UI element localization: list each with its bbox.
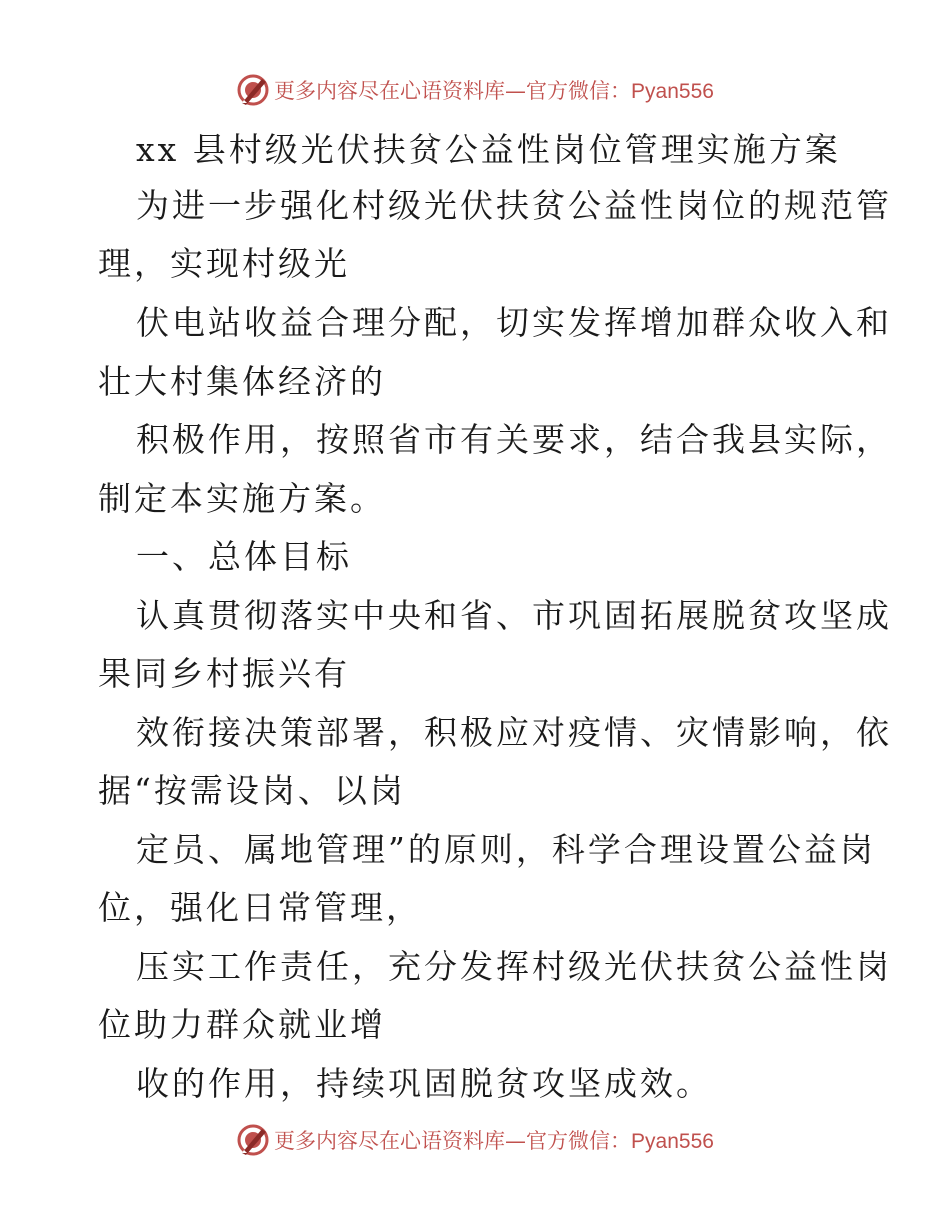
section-heading: 一、总体目标 <box>136 537 352 576</box>
paragraph-line: 理，实现村级光 <box>98 244 350 283</box>
footer-banner <box>0 1120 950 1160</box>
pen-logo-icon <box>236 1123 270 1157</box>
paragraph-line: 位助力群众就业增 <box>98 1005 386 1044</box>
banner-text <box>274 1125 714 1155</box>
banner-text <box>274 75 714 105</box>
paragraph-line: 压实工作责任，充分发挥村级光伏扶贫公益性岗 <box>136 947 892 986</box>
paragraph-line: 位，强化日常管理， <box>98 888 422 927</box>
paragraph-line: 伏电站收益合理分配，切实发挥增加群众收入和 <box>136 303 892 342</box>
paragraph-line: 收的作用，持续巩固脱贫攻坚成效。 <box>136 1064 712 1103</box>
paragraph-line: 认真贯彻落实中央和省、市巩固拓展脱贫攻坚成 <box>136 596 892 635</box>
banner-label: 更多内容尽在心语资料库—官方微信： <box>274 1129 632 1153</box>
banner-label: 更多内容尽在心语资料库—官方微信： <box>274 79 632 103</box>
wechat-id: Pyan556 <box>631 1130 714 1153</box>
pen-logo-icon <box>236 73 270 107</box>
paragraph-line: 积极作用，按照省市有关要求，结合我县实际， <box>136 420 892 459</box>
document-title: xx 县村级光伏扶贫公益性岗位管理实施方案 <box>136 130 841 169</box>
paragraph-line: 制定本实施方案。 <box>98 479 386 518</box>
paragraph-line: 效衔接决策部署，积极应对疫情、灾情影响，依 <box>136 713 892 752</box>
paragraph-line: 壮大村集体经济的 <box>98 362 386 401</box>
paragraph-line: 果同乡村振兴有 <box>98 654 350 693</box>
paragraph-line: 为进一步强化村级光伏扶贫公益性岗位的规范管 <box>136 186 892 225</box>
paragraph-line: 据“按需设岗、以岗 <box>98 771 406 810</box>
paragraph-line: 定员、属地管理”的原则，科学合理设置公益岗 <box>136 830 876 869</box>
wechat-id: Pyan556 <box>631 80 714 103</box>
header-banner <box>0 70 950 110</box>
